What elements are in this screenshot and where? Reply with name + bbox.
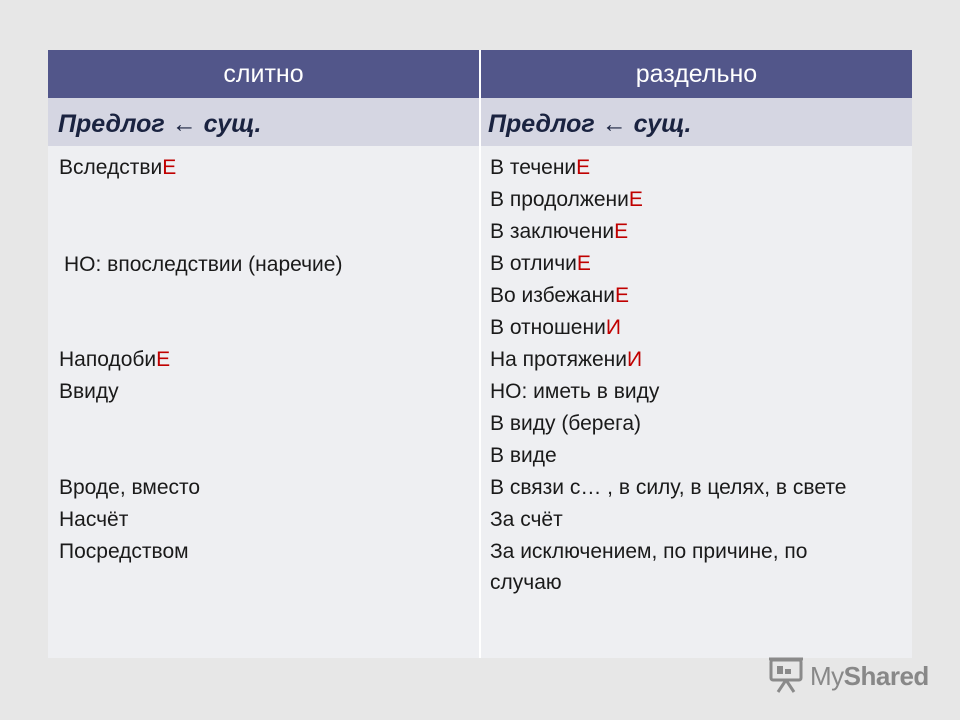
list-item	[490, 506, 563, 534]
list-item	[490, 346, 642, 374]
item-base: В отношени	[490, 316, 606, 339]
list-item	[490, 378, 659, 406]
myshared-watermark	[768, 654, 928, 698]
item-base: За исключением, по причине, по	[490, 540, 808, 563]
item-base: Наподоби	[59, 348, 157, 371]
list-item	[490, 538, 807, 566]
item-base: В течени	[490, 156, 577, 179]
list-item	[490, 410, 641, 438]
list-item	[490, 314, 621, 342]
list-item	[490, 250, 591, 278]
subheader-right: Предлог ← сущ.	[488, 110, 692, 138]
item-ending: И	[605, 316, 621, 339]
list-item	[59, 474, 200, 502]
item-base: В виду (берега)	[490, 412, 642, 435]
list-item	[490, 442, 557, 470]
item-base: В виде	[490, 444, 557, 467]
item-base: Во избежани	[490, 284, 615, 307]
item-ending: И	[627, 348, 643, 371]
watermark-my: My	[810, 661, 844, 691]
item-ending: Е	[614, 284, 629, 307]
list-item	[59, 378, 119, 406]
header-separate: раздельно	[635, 60, 758, 88]
column-divider	[479, 146, 481, 658]
item-ending: Е	[156, 348, 171, 371]
list-item	[59, 346, 170, 374]
item-base: случаю	[490, 571, 562, 594]
item-base: Насчёт	[59, 508, 129, 531]
item-base: В заключени	[490, 220, 615, 243]
list-item	[490, 186, 643, 214]
list-item	[490, 474, 846, 502]
item-ending: Е	[576, 252, 591, 275]
item-base: В связи с… , в силу, в целях, в свете	[490, 476, 847, 499]
presentation-icon	[768, 656, 804, 696]
watermark-text	[810, 661, 929, 692]
item-base: НО: иметь в виду	[490, 380, 660, 403]
item-ending: Е	[162, 156, 177, 179]
item-ending: Е	[628, 188, 643, 211]
list-item	[490, 569, 562, 597]
list-item	[59, 538, 189, 566]
spelling-table	[48, 50, 912, 658]
header-solid: слитно	[223, 60, 304, 88]
item-base: Вследстви	[59, 156, 163, 179]
list-item	[490, 154, 590, 182]
list-item	[59, 506, 128, 534]
item-base: Посредством	[59, 540, 189, 563]
column-divider	[479, 98, 481, 146]
item-base: НО: впоследствии (наречие)	[64, 253, 343, 276]
item-ending: Е	[614, 220, 629, 243]
list-item	[64, 251, 342, 279]
item-base: Вроде, вместо	[59, 476, 201, 499]
table-header-row	[48, 50, 912, 98]
list-item	[490, 282, 629, 310]
item-base: В продолжени	[490, 188, 629, 211]
watermark-shared: Shared	[843, 661, 929, 691]
item-base: В отличи	[490, 252, 577, 275]
subheader-left: Предлог ← сущ.	[58, 110, 262, 138]
list-item	[490, 218, 628, 246]
list-item	[59, 154, 176, 182]
item-ending: Е	[576, 156, 591, 179]
item-base: За счёт	[490, 508, 563, 531]
item-base: На протяжени	[490, 348, 627, 371]
item-base: Ввиду	[59, 380, 119, 403]
